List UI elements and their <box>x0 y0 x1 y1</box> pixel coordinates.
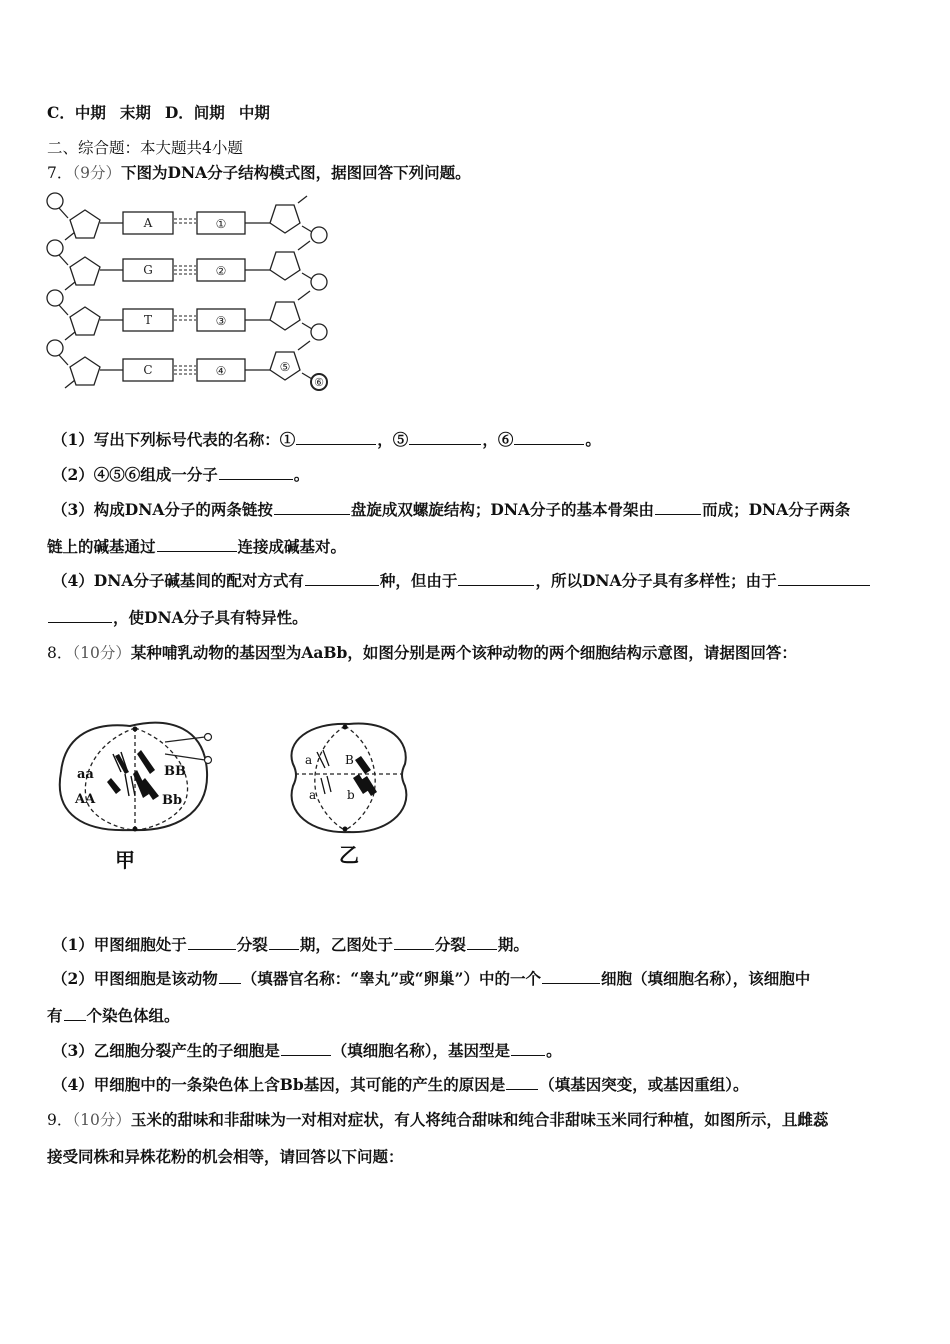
dna-base-left-2: G <box>143 263 153 277</box>
q7-part3-cont: 链上的碱基通过 连接成碱基对。 <box>47 537 347 556</box>
label-jia: 甲 <box>115 848 135 872</box>
q7-part3: （3）构成DNA分子的两条链按 盘旋成双螺旋结构；DNA分子的基本骨架由 而成；DNA分子两条 <box>52 500 851 519</box>
q8-stem: 8．（10分）某种哺乳动物的基因型为AaBb，如图分别是两个该种动物的两个细胞结构示意图，请据图回答： <box>47 643 797 662</box>
dna-base-left-4: C <box>143 363 153 377</box>
option-d-label: D．间期 <box>164 103 225 122</box>
gene-aa: aa <box>77 767 94 782</box>
dna-label-5: ⑤ <box>279 360 291 374</box>
dna-base-left-1: A <box>143 216 153 230</box>
dna-structure-diagram <box>40 188 340 400</box>
dna-base-left-3: T <box>143 313 153 327</box>
dna-base-right-3: ③ <box>215 314 227 328</box>
option-d-value: 中期 <box>238 103 270 122</box>
q8-part2-cont: 有 个染色体组。 <box>47 1006 180 1025</box>
options-line <box>47 101 270 123</box>
section-heading: 二、综合题：本大题共4小题 <box>47 139 243 157</box>
q7-part1: （1）写出下列标号代表的名称：① ，⑤ ，⑥ 。 <box>52 430 601 449</box>
dna-base-right-2: ② <box>215 264 227 278</box>
gene-a-upper: a <box>305 753 313 767</box>
q7-part2: （2）④⑤⑥组成一分子 。 <box>52 465 310 484</box>
dna-base-right-4: ④ <box>215 364 227 378</box>
gene-b: b <box>347 788 355 802</box>
q8-part2: （2）甲图细胞是该动物 （填器官名称：“睾丸”或“卵巢”）中的一个 细胞（填细胞名称），该细胞中 <box>52 969 811 988</box>
dna-label-6: ⑥ <box>314 376 324 389</box>
gene-a-lower: a <box>309 788 317 802</box>
q8-part1: （1）甲图细胞处于 分裂 期，乙图处于 分裂 期。 <box>52 935 529 954</box>
q7-stem: 7．（9分）下图为DNA分子结构模式图，据图回答下列问题。 <box>47 163 471 182</box>
q7-part4-cont: ，使DNA分子具有特异性。 <box>47 606 308 628</box>
gene-Bb: Bb <box>162 793 183 808</box>
q9-stem: 9．（10分）玉米的甜味和非甜味为一对相对症状，有人将纯合甜味和纯合非甜味玉米同行种植，如图所示，且雌蕊 <box>47 1110 829 1129</box>
q9-stem-cont: 接受同株和异株花粉的机会相等，请回答以下问题： <box>47 1147 404 1166</box>
option-c-label: C．中期 <box>47 103 106 122</box>
dna-base-right-1: ① <box>215 217 227 231</box>
cell-yi <box>291 724 406 833</box>
option-c-value: 末期 <box>119 103 151 122</box>
q8-part4: （4）甲细胞中的一条染色体上含Bb基因，其可能的产生的原因是 （填基因突变，或基因重组）。 <box>52 1075 749 1094</box>
gene-BB: BB <box>164 764 186 779</box>
gene-B: B <box>345 753 354 767</box>
q7-part4: （4）DNA分子碱基间的配对方式有 种，但由于 ，所以DNA分子具有多样性；由于 <box>52 569 871 591</box>
gene-AA: AA <box>75 792 96 807</box>
cell-division-figure <box>55 712 435 877</box>
q8-part3: （3）乙细胞分裂产生的子细胞是 （填细胞名称），基因型是 。 <box>52 1041 562 1060</box>
label-yi: 乙 <box>339 843 359 867</box>
